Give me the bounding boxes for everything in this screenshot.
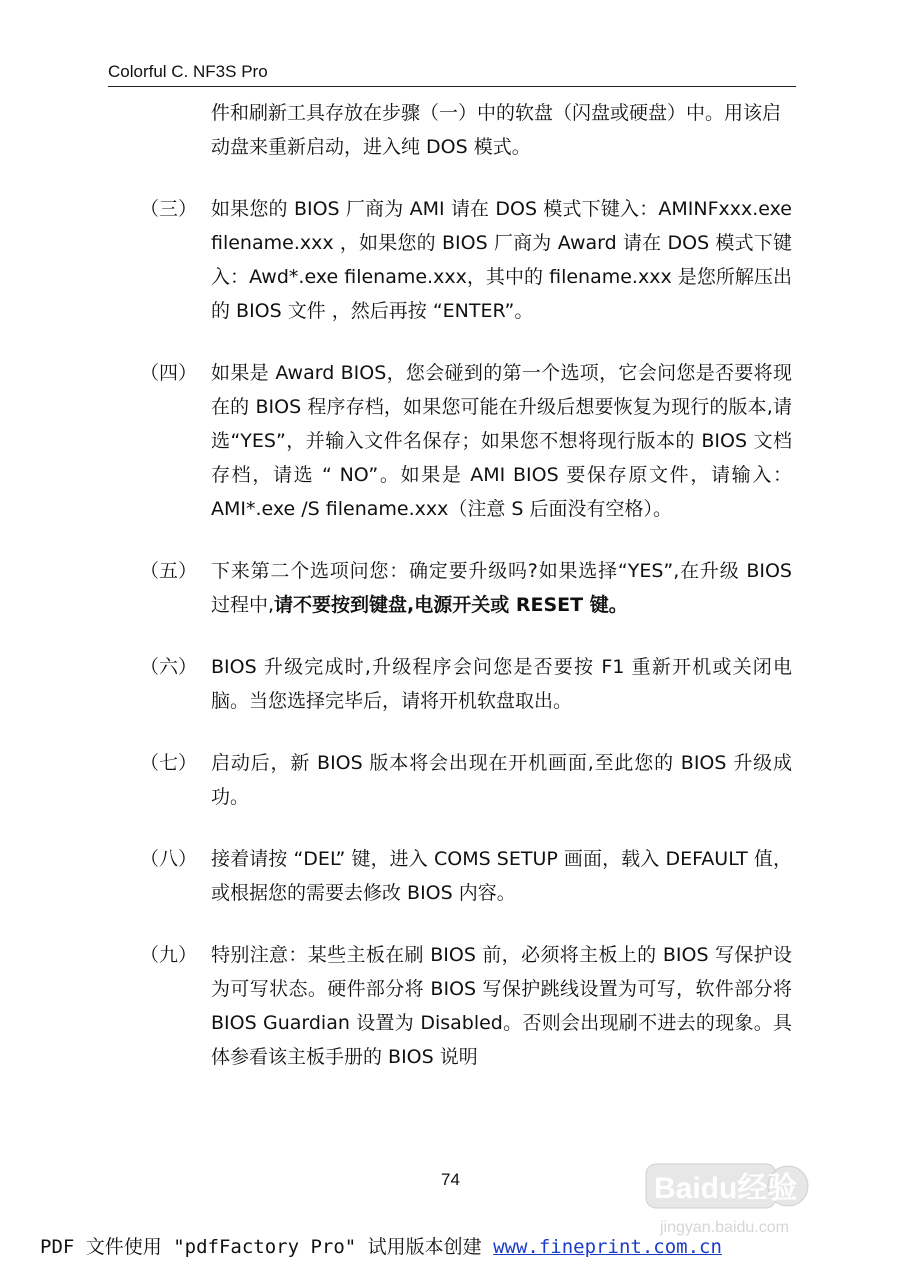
page-number: 74 [441,1170,460,1189]
list-item [140,356,792,526]
item-number: （六） [140,656,198,678]
item-number: （四） [140,362,198,384]
list-item [140,192,792,328]
item-text: 接着请按 “DEL” 键，进入 COMS SETUP 画面，载入 DEFAULT 值，或根据您的需要去修改 BIOS 内容。 [211,848,792,904]
item-text: 如果是 Award BIOS，您会碰到的第一个选项，它会问您是否要将现在的 BIOS 程序存档，如果您可能在升级后想要恢复为现行的版本,请选“YES”，并输入文件名保存；如果您不想将现行版本的 BIOS 文档存档，请选 “ NO”。如果是 AMI BIOS 要保存原文件，请输入：AMI*.exe /S filename.xxx（注意 S 后面没有空格）。 [211,362,792,520]
item-number: （五） [140,560,198,582]
item-text [211,554,792,622]
running-header: Colorful C. NF3S Pro [108,62,796,87]
intro-paragraph: 件和刷新工具存放在步骤（一）中的软盘（闪盘或硬盘）中。用该启动盘来重新启动，进入纯 DOS 模式。 [211,102,782,158]
item-text: BIOS 升级完成时,升级程序会问您是否要按 F1 重新开机或关闭电脑。当您选择完毕后，请将开机软盘取出。 [211,656,792,712]
item-number: （三） [140,198,198,220]
pdf-footer [40,1232,870,1259]
item-number: （七） [140,752,198,774]
list-item [140,938,792,1074]
document-body [140,96,792,1074]
item-text: 如果您的 BIOS 厂商为 AMI 请在 DOS 模式下键入：AMINFxxx.exe filename.xxx ，如果您的 BIOS 厂商为 Award 请在 DOS 模式下键入：Awd*.exe filename.xxx，其中的 filename.xxx 是您所解压出的 BIOS 文件 ，然后再按 “ENTER”。 [211,198,792,322]
baidu-watermark-logo [640,1150,850,1240]
list-item [140,650,792,718]
footer-link[interactable]: www.fineprint.com.cn [493,1236,722,1258]
list-item [140,554,792,622]
item-text: 启动后，新 BIOS 版本将会出现在开机画面,至此您的 BIOS 升级成功。 [211,752,792,808]
list-item [140,842,792,910]
watermark-brand: Baidu经验 [654,1172,798,1205]
item-text-normal: 下来第二个选项问您：确定要升级吗?如果选择“YES”,在升级 BIOS 过程中, [211,560,792,616]
item-number: （九） [140,944,198,966]
item-text-bold-warning: 请不要按到键盘,电源开关或 RESET 键。 [274,594,628,616]
list-item [140,746,792,814]
item-text: 特别注意：某些主板在刷 BIOS 前，必须将主板上的 BIOS 写保护设为可写状态。硬件部分将 BIOS 写保护跳线设置为可写，软件部分将 BIOS Guardian 设置为 Disabled。否则会出现刷不进去的现象。具体参看该主板手册的 BIOS 说明 [211,944,792,1068]
footer-text: PDF 文件使用 "pdfFactory Pro" 试用版本创建 [40,1236,494,1258]
watermark-url: jingyan.baidu.com [660,1219,789,1236]
item-number: （八） [140,848,198,870]
